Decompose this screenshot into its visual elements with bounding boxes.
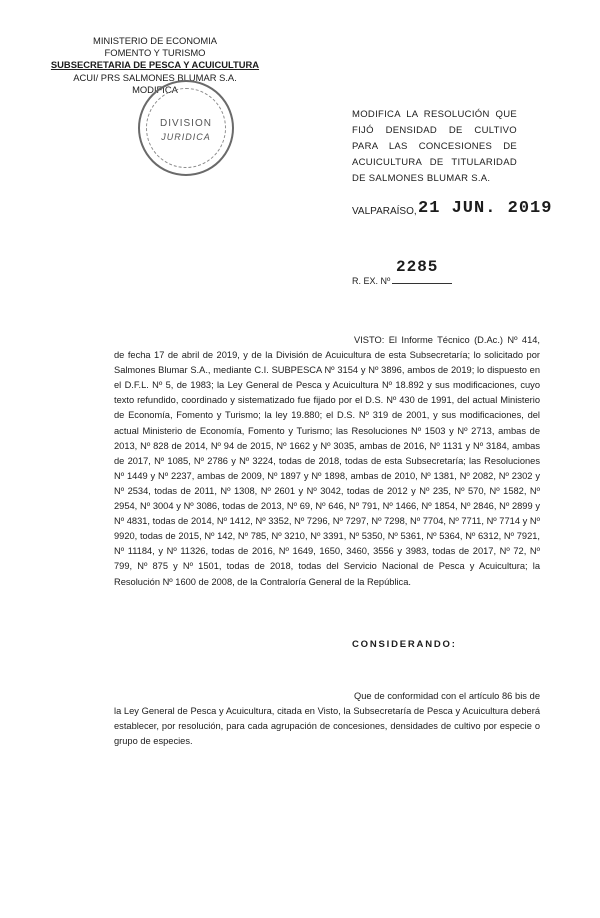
- stamp-text-juridica: JURIDICA: [161, 132, 211, 142]
- subsecretaria-name: SUBSECRETARIA DE PESCA Y ACUICULTURA: [50, 59, 260, 71]
- vistos-paragraph: VISTO: El Informe Técnico (D.Ac.) Nº 414, de fecha 17 de abril de 2019, y de la División de Acuicultura de esta Subsecretaría; lo solicitado por Salmones Blumar S.A., mediante C.I. SUBPESCA Nº 3154 y Nº 3896, ambos de 2019; lo dispuesto en el D.F.L. Nº 5, de 1983; la Ley General de Pesca y Acuicultura Nº 18.892 y sus modificaciones, cuyo texto refundido, coordinado y sistematizado fue fijado por el D.S. Nº 430 de 1991, del actual Ministerio de Economía, Fomento y Turismo; la ley 19.880; el D.S. Nº 319 de 2001, y sus modificaciones, del actual Ministerio de Economía, Fomento y Turismo; las Resoluciones Nº 1503 y Nº 2713, ambas de 2013, Nº 828 de 2014, Nº 94 de 2015, Nº 1662 y Nº 3035, ambas de 2016, Nº 1131 y Nº 3184, ambas de 2017, Nº 1085, Nº 2786 y Nº 3224, todas de 2018, todas de esta Subsecretaría; las Resoluciones Nº 1449 y Nº 2237, ambas de 2009, Nº 1897 y Nº 1898, ambas de 2010, Nº 1381, Nº 2082, Nº 2302 y Nº 2534, todas de 2011, Nº 1308, Nº 2601 y Nº 3042, todas de 2012 y Nº 235, Nº 570, Nº 1582, Nº 2954, Nº 3004 y Nº 3086, todas de 2013, Nº 69, Nº 646, Nº 791, Nº 1466, Nº 1854, Nº 2846, Nº 2899 y Nº 4831, todas de 2014, Nº 1412, Nº 3352, Nº 7296, Nº 7297, Nº 7298, Nº 7704, Nº 7711, Nº 7714 y Nº 9920, todas de 2015, Nº 142, Nº 785, Nº 3210, Nº 3391, Nº 5350, Nº 5361, Nº 5364, Nº 6312, Nº 7921, Nº 11184, y Nº 11326, todas de 2016, Nº 1649, 1650, 3460, 3556 y 3983, todas de 2017, Nº 72, Nº 799, Nº 875 y Nº 1501, todas de 2018, todas del Servicio Nacional de Pesca y Acuicultura; la Resolución Nº 1600 de 2008, de la Contraloría General de la República.: [114, 335, 540, 587]
- rex-label: R. EX. Nº: [352, 276, 391, 286]
- resolution-subject: MODIFICA LA RESOLUCIÓN QUE FIJÓ DENSIDAD DE CULTIVO PARA LAS CONCESIONES DE ACUICULTURA DE TITULARIDAD DE SALMONES BLUMAR S.A.: [352, 109, 517, 184]
- ministry-name-2: FOMENTO Y TURISMO: [104, 47, 206, 59]
- division-juridica-stamp: [138, 80, 234, 176]
- ministry-name: MINISTERIO DE ECONOMIA: [93, 35, 217, 46]
- rex-underline: [392, 283, 452, 284]
- considerando-paragraph: Que de conformidad con el artículo 86 bis de la Ley General de Pesca y Acuicultura, citada en Visto, la Subsecretaría de Pesca y Acuicultura deberá establecer, por resolución, para cada agrupación de concesiones, densidades de cultivo por especie o grupo de especies.: [114, 691, 540, 747]
- resolution-number: 2285: [396, 258, 439, 276]
- stamp-text-division: DIVISION: [160, 118, 212, 129]
- file-reference: ACUI/ PRS SALMONES BLUMAR S.A. MODIFICA: [73, 71, 237, 95]
- place-label: VALPARAÍSO,: [352, 206, 417, 217]
- ministry-header: [50, 35, 260, 96]
- considerando-heading: CONSIDERANDO:: [352, 639, 457, 650]
- resolution-date: 21 JUN. 2019: [418, 199, 553, 218]
- resolution-number-label: [352, 276, 452, 286]
